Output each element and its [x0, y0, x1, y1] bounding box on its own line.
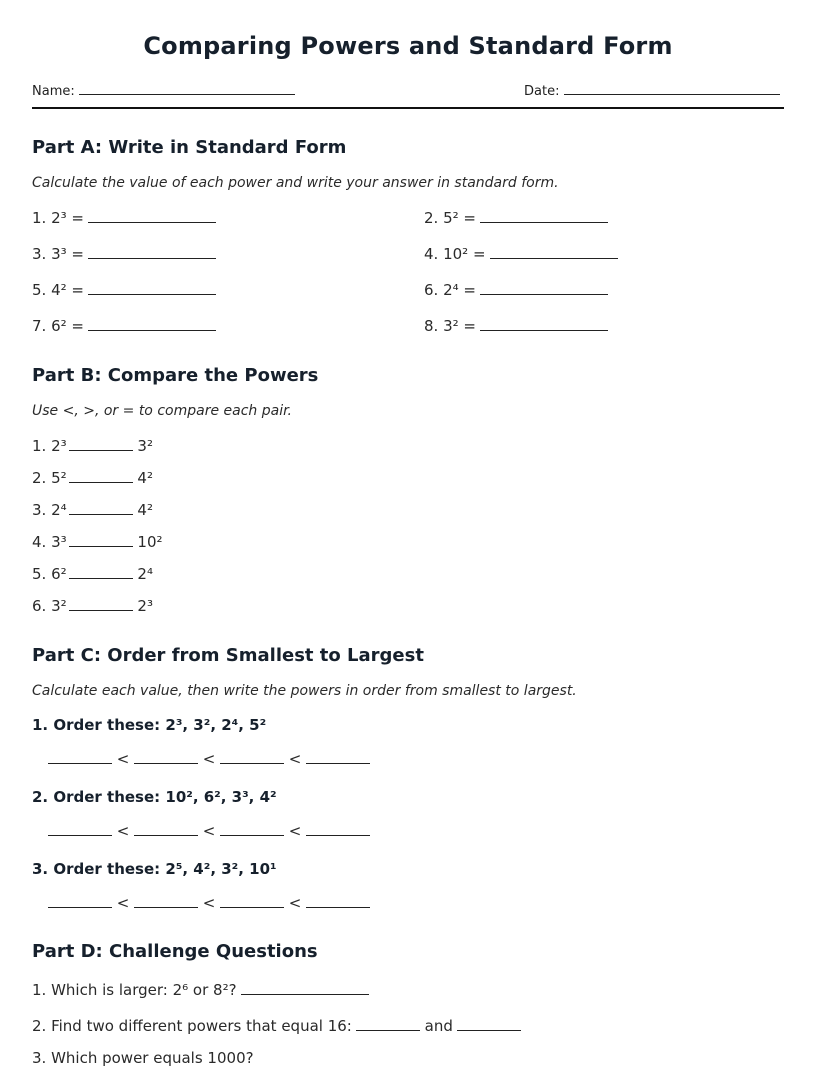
compare-blank[interactable] [69, 532, 133, 547]
compare-blank[interactable] [69, 436, 133, 451]
part-b-item [32, 564, 153, 583]
part-a-item [32, 280, 216, 299]
part-a-item-text: 8. 3² = [424, 317, 476, 335]
order-blank[interactable] [134, 821, 198, 836]
part-a-item [32, 208, 216, 227]
answer-blank[interactable] [480, 316, 608, 331]
part-b-item [32, 436, 153, 455]
name-field [32, 82, 295, 99]
compare-left: 6. 3² [32, 597, 67, 615]
part-d-heading: Part D: Challenge Questions [32, 941, 318, 962]
date-field [524, 82, 780, 99]
order-answer-row [48, 821, 370, 840]
compare-left: 1. 2³ [32, 437, 67, 455]
answer-blank[interactable] [88, 208, 216, 223]
page-title: Comparing Powers and Standard Form [143, 32, 673, 60]
challenge-text: 3. Which power equals 1000? [32, 1049, 254, 1067]
less-than-symbol: < [202, 822, 216, 840]
part-a-item-text: 4. 10² = [424, 245, 486, 263]
part-a-instructions: Calculate the value of each power and write your answer in standard form. [32, 175, 559, 191]
date-label: Date: [524, 84, 560, 99]
answer-blank[interactable] [490, 244, 618, 259]
order-blank[interactable] [220, 749, 284, 764]
answer-blank[interactable] [480, 208, 608, 223]
part-a-item-text: 3. 3³ = [32, 245, 84, 263]
compare-right: 10² [137, 533, 163, 551]
compare-right: 2⁴ [137, 565, 153, 583]
order-blank[interactable] [134, 893, 198, 908]
less-than-symbol: < [116, 894, 130, 912]
part-a-item [424, 280, 608, 299]
less-than-symbol: < [116, 822, 130, 840]
less-than-symbol: < [288, 822, 302, 840]
part-a-item-text: 1. 2³ = [32, 209, 84, 227]
order-blank[interactable] [220, 821, 284, 836]
compare-blank[interactable] [69, 500, 133, 515]
compare-right: 2³ [137, 597, 153, 615]
answer-blank[interactable] [88, 280, 216, 295]
part-a-item [424, 208, 608, 227]
part-a-item [424, 316, 608, 335]
order-blank[interactable] [48, 821, 112, 836]
challenge-question [32, 980, 369, 999]
order-blank[interactable] [48, 893, 112, 908]
compare-left: 2. 5² [32, 469, 67, 487]
answer-blank[interactable] [88, 244, 216, 259]
less-than-symbol: < [202, 750, 216, 768]
challenge-question [32, 1049, 254, 1067]
part-a-item [32, 244, 216, 263]
compare-left: 5. 6² [32, 565, 67, 583]
part-a-item-text: 6. 2⁴ = [424, 281, 476, 299]
compare-left: 4. 3³ [32, 533, 67, 551]
challenge-question [32, 1016, 521, 1035]
order-blank[interactable] [306, 749, 370, 764]
part-c-heading: Part C: Order from Smallest to Largest [32, 645, 424, 666]
answer-blank[interactable] [480, 280, 608, 295]
order-blank[interactable] [220, 893, 284, 908]
compare-blank[interactable] [69, 596, 133, 611]
header-divider [32, 107, 784, 109]
part-a-item [424, 244, 618, 263]
order-answer-row [48, 893, 370, 912]
part-b-item [32, 596, 153, 615]
order-blank[interactable] [306, 821, 370, 836]
name-line[interactable] [79, 82, 295, 95]
answer-blank[interactable] [356, 1016, 420, 1031]
compare-blank[interactable] [69, 468, 133, 483]
compare-blank[interactable] [69, 564, 133, 579]
order-blank[interactable] [134, 749, 198, 764]
answer-blank[interactable] [241, 980, 369, 995]
compare-right: 4² [137, 501, 153, 519]
date-line[interactable] [564, 82, 780, 95]
part-a-item-text: 2. 5² = [424, 209, 476, 227]
part-a-item-text: 7. 6² = [32, 317, 84, 335]
less-than-symbol: < [116, 750, 130, 768]
name-label: Name: [32, 84, 75, 99]
part-a-heading: Part A: Write in Standard Form [32, 137, 347, 158]
less-than-symbol: < [288, 894, 302, 912]
part-b-item [32, 468, 153, 487]
and-text: and [424, 1017, 453, 1035]
part-b-item [32, 500, 153, 519]
order-answer-row [48, 749, 370, 768]
part-b-item [32, 532, 163, 551]
order-question: 3. Order these: 2⁵, 4², 3², 10¹ [32, 860, 277, 878]
answer-blank[interactable] [457, 1016, 521, 1031]
challenge-text: 2. Find two different powers that equal 16: [32, 1017, 352, 1035]
less-than-symbol: < [202, 894, 216, 912]
part-c-instructions: Calculate each value, then write the powers in order from smallest to largest. [32, 683, 577, 699]
order-blank[interactable] [48, 749, 112, 764]
compare-right: 3² [137, 437, 153, 455]
challenge-text: 1. Which is larger: 2⁶ or 8²? [32, 981, 237, 999]
answer-blank[interactable] [88, 316, 216, 331]
order-question: 2. Order these: 10², 6², 3³, 4² [32, 788, 277, 806]
less-than-symbol: < [288, 750, 302, 768]
part-a-item [32, 316, 216, 335]
compare-left: 3. 2⁴ [32, 501, 67, 519]
part-b-heading: Part B: Compare the Powers [32, 365, 319, 386]
part-b-instructions: Use <, >, or = to compare each pair. [32, 403, 292, 419]
compare-right: 4² [137, 469, 153, 487]
order-question: 1. Order these: 2³, 3², 2⁴, 5² [32, 716, 267, 734]
part-a-item-text: 5. 4² = [32, 281, 84, 299]
order-blank[interactable] [306, 893, 370, 908]
